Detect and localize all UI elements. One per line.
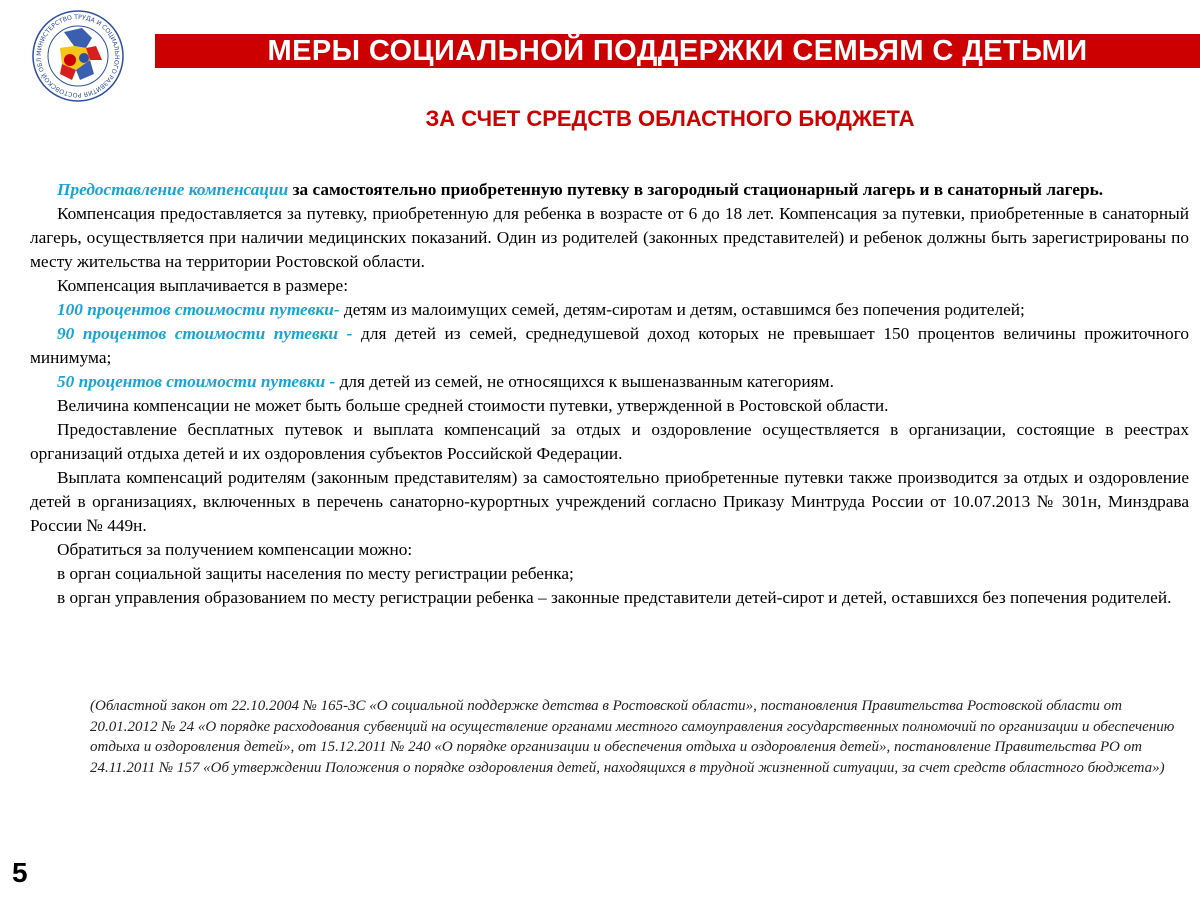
document-body	[30, 178, 1189, 610]
page-title: МЕРЫ СОЦИАЛЬНОЙ ПОДДЕРЖКИ СЕМЬЯМ С ДЕТЬМИ	[155, 34, 1200, 68]
paragraph-limit: Величина компенсации не может быть больше средней стоимости путевки, утвержденной в Ростовской области.	[57, 396, 889, 415]
paragraph-apply-education: в орган управления образованием по месту регистрации ребенка – законные представители детей-сирот и детей, оставшихся без попечения родителей.	[57, 588, 1172, 607]
highlight-100-percent: 100 процентов стоимости путевки-	[57, 300, 340, 319]
ministry-logo	[30, 8, 126, 104]
paragraph-free-vouchers: Предоставление бесплатных путевок и выплата компенсаций за отдых и оздоровление осуществляется в организации, состоящие в реестрах организаций отдыха детей и их оздоровления субъектов Российской Федерации.	[30, 420, 1189, 463]
paragraph-conditions: Компенсация предоставляется за путевку, приобретенную для ребенка в возрасте от 6 до 18 лет. Компенсация за путевки, приобретенные в санаторный лагерь, осуществляется при наличии медицинских показаний. Один из родителей (законных представителей) и ребенок должны быть зарегистрированы по месту жительства на территории Ростовской области.	[30, 204, 1189, 271]
page-number: 5	[12, 857, 28, 888]
paragraph-apply-social: в орган социальной защиты населения по месту регистрации ребенка;	[57, 564, 574, 583]
logo-ring-text: МИНИСТЕРСТВО ТРУДА И СОЦИАЛЬНОГО РАЗВИТИЯ РОСТОВСКОЙ ОБЛ	[35, 13, 121, 99]
ministry-emblem-icon	[30, 8, 126, 104]
legal-references-note: (Областной закон от 22.10.2004 № 165-ЗС «О социальной поддержке детства в Ростовской области», постановления Правительства Ростовской области от 20.01.2012 № 24 «О порядке расходования субвенций на осуществление органами местного самоуправления государственных полномочий по организации и обеспечению отдыха и оздоровления детей», от 15.12.2011 № 240 «О порядке организации и обеспечения отдыха и оздоровления детей», постановление Правительства РО от 24.11.2011 № 157 «Об утверждении Положения о порядке оздоровления детей, находящихся в трудной жизненной ситуации, за счет средств областного бюджета»)	[90, 698, 1175, 776]
highlight-50-percent: 50 процентов стоимости путевки -	[57, 372, 336, 391]
paragraph-intro	[30, 178, 1189, 202]
paragraph-amount-lead: Компенсация выплачивается в размере:	[57, 276, 349, 295]
paragraph-90-percent	[30, 322, 1189, 370]
text-50-percent: для детей из семей, не относящихся к вышеназванным категориям.	[335, 372, 834, 391]
paragraph-50-percent	[30, 370, 1189, 394]
text-100-percent: детям из малоимущих семей, детям-сиротам и детям, оставшимся без попечения родителей;	[339, 300, 1025, 319]
paragraph-payment: Выплата компенсаций родителям (законным представителям) за самостоятельно приобретенные путевки также производится за отдых и оздоровление детей в организациях, включенных в перечень санаторно-курортных учреждений согласно Приказу Минтруда России от 10.07.2013 № 301н, Минздрава России № 449н.	[30, 468, 1189, 535]
highlight-90-percent: 90 процентов стоимости путевки -	[57, 324, 353, 343]
paragraph-100-percent	[30, 298, 1189, 322]
intro-text: за самостоятельно приобретенную путевку в загородный стационарный лагерь и в санаторный лагерь.	[288, 180, 1104, 199]
highlight-compensation: Предоставление компенсации	[57, 180, 289, 199]
text-90-percent: для детей из семей, среднедушевой доход которых не превышает 150 процентов величины прожиточного минимума;	[30, 324, 1189, 367]
page-subtitle: ЗА СЧЕТ СРЕДСТВ ОБЛАСТНОГО БЮДЖЕТА	[425, 106, 915, 131]
paragraph-apply-lead: Обратиться за получением компенсации можно:	[57, 540, 413, 559]
